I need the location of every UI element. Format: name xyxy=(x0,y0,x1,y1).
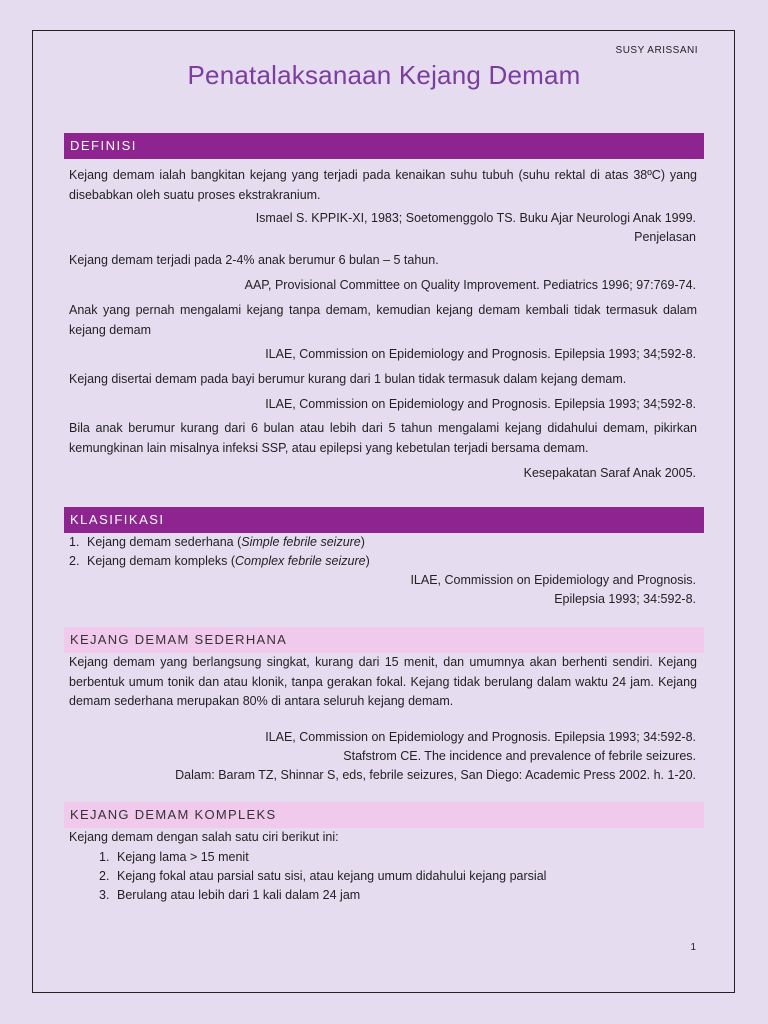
list-item xyxy=(99,848,546,867)
list-item-number: 1. xyxy=(69,535,80,549)
list-item-end: ) xyxy=(360,535,365,549)
klasifikasi-reference-b: Epilepsia 1993; 34:592-8. xyxy=(554,592,696,606)
list-item-number: 3. xyxy=(99,888,110,902)
author-name: SUSY ARISSANI xyxy=(615,45,698,56)
section-heading-klasifikasi: KLASIFIKASI xyxy=(64,507,704,533)
definisi-paragraph-1: Kejang demam ialah bangkitan kejang yang terjadi pada kenaikan suhu tubuh (suhu rektal di atas 38ºC) yang disebabkan oleh suatu proses ekstrakranium. xyxy=(69,168,697,202)
kompleks-intro: Kejang demam dengan salah satu ciri berikut ini: xyxy=(69,830,339,844)
section-heading-kompleks: KEJANG DEMAM KOMPLEKS xyxy=(64,802,704,828)
list-item xyxy=(99,886,546,905)
section-heading-sederhana: KEJANG DEMAM SEDERHANA xyxy=(64,627,704,653)
document-title: Penatalaksanaan Kejang Demam xyxy=(187,60,581,90)
definisi-paragraph-2: Kejang demam terjadi pada 2-4% anak berumur 6 bulan – 5 tahun. xyxy=(69,253,439,267)
sederhana-reference-b: Stafstrom CE. The incidence and prevalence of febrile seizures. xyxy=(343,749,696,763)
page-number: 1 xyxy=(690,942,696,953)
list-item-italic: Simple febrile seizure xyxy=(241,535,361,549)
list-item-end: ) xyxy=(365,554,370,568)
list-item-text: Kejang demam sederhana ( xyxy=(87,535,242,549)
list-item-number: 1. xyxy=(99,850,110,864)
definisi-paragraph-5: Bila anak berumur kurang dari 6 bulan atau lebih dari 5 tahun mengalami kejang didahului demam, pikirkan kemungkinan lain misalnya infeksi SSP, atau epilepsi yang kebetulan terjadi bersama demam. xyxy=(69,421,697,455)
list-item-text: Kejang fokal atau parsial satu sisi, atau kejang umum didahului kejang parsial xyxy=(117,869,547,883)
definisi-reference-2: AAP, Provisional Committee on Quality Improvement. Pediatrics 1996; 97:769-74. xyxy=(244,278,696,292)
section-heading-definisi: DEFINISI xyxy=(64,133,704,159)
definisi-paragraph-4: Kejang disertai demam pada bayi berumur kurang dari 1 bulan tidak termasuk dalam kejang demam. xyxy=(69,372,627,386)
list-item-text: Kejang demam kompleks ( xyxy=(87,554,235,568)
list-item xyxy=(69,533,370,552)
definisi-paragraph-3: Anak yang pernah mengalami kejang tanpa demam, kemudian kejang demam kembali tidak termasuk dalam kejang demam xyxy=(69,303,697,337)
definisi-reference-1b: Penjelasan xyxy=(634,230,696,244)
kompleks-list xyxy=(99,848,546,905)
definisi-reference-5: Kesepakatan Saraf Anak 2005. xyxy=(523,466,696,480)
list-item xyxy=(69,552,370,571)
definisi-reference-4: ILAE, Commission on Epidemiology and Prognosis. Epilepsia 1993; 34;592-8. xyxy=(265,397,696,411)
klasifikasi-reference-a: ILAE, Commission on Epidemiology and Prognosis. xyxy=(410,573,696,587)
sederhana-reference-a: ILAE, Commission on Epidemiology and Prognosis. Epilepsia 1993; 34:592-8. xyxy=(265,730,696,744)
sederhana-reference-c: Dalam: Baram TZ, Shinnar S, eds, febrile seizures, San Diego: Academic Press 2002. h. 1-20. xyxy=(175,768,696,782)
list-item-text: Kejang lama > 15 menit xyxy=(117,850,249,864)
definisi-reference-3: ILAE, Commission on Epidemiology and Prognosis. Epilepsia 1993; 34;592-8. xyxy=(265,347,696,361)
list-item-number: 2. xyxy=(69,554,80,568)
definisi-reference-1a: Ismael S. KPPIK-XI, 1983; Soetomenggolo TS. Buku Ajar Neurologi Anak 1999. xyxy=(255,211,696,225)
list-item xyxy=(99,867,546,886)
list-item-number: 2. xyxy=(99,869,110,883)
list-item-text: Berulang atau lebih dari 1 kali dalam 24 jam xyxy=(117,888,361,902)
klasifikasi-list xyxy=(69,533,370,571)
list-item-italic: Complex febrile seizure xyxy=(234,554,366,568)
sederhana-paragraph: Kejang demam yang berlangsung singkat, kurang dari 15 menit, dan umumnya akan berhenti sendiri. Kejang berbentuk umum tonik dan atau klonik, tanpa gerakan fokal. Kejang tidak berulang dalam waktu 24 jam. Kejang demam sederhana merupakan 80% di antara seluruh kejang demam. xyxy=(69,655,697,708)
